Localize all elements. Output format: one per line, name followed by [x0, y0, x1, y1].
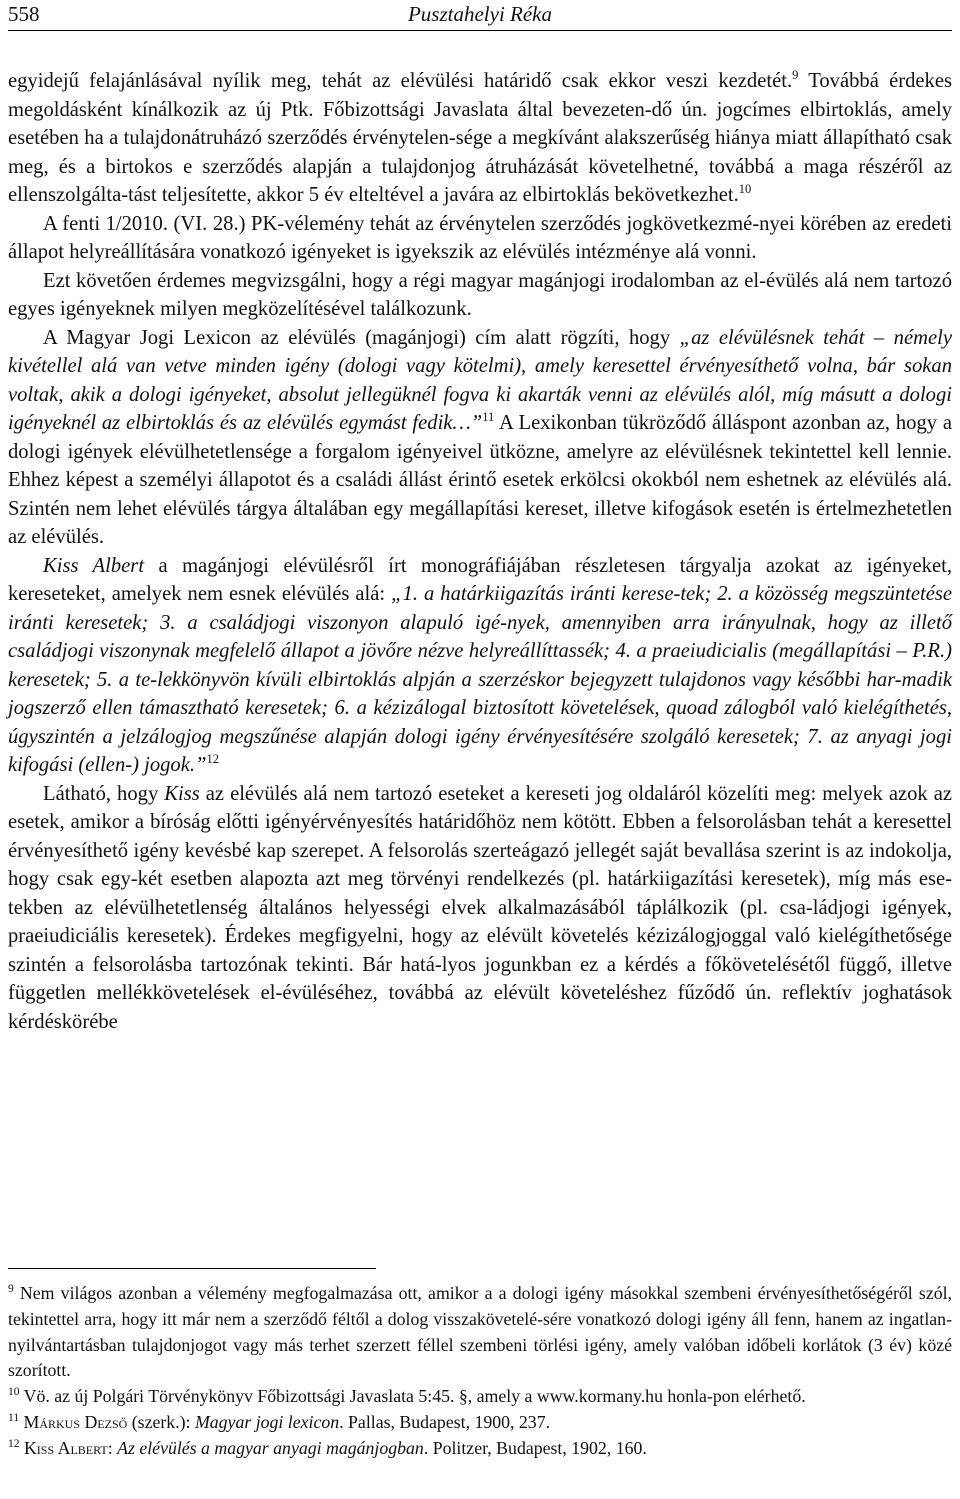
page-header — [8, 0, 952, 31]
footnote-separator — [8, 1268, 376, 1269]
paragraph-5: Kiss Albert a magánjogi elévülésről írt monográfiájában részletesen tárgyalja azokat az igényeket, kereseteket, amelyek nem esnek elévülés alá: „1. a határkiigazítás iránti kerese-tek; 2. a közösség megszüntetése iránti keresetek; 3. a családjogi viszonyon alapuló igé-nyek, amennyiben arra irányulnak, hogy az illető családjogi viszonynak megfelelő állapot a jövőre nézve helyreállíttassék; 4. a praeiudicialis (megállapítási – P.R.) keresetek; 5. a te-lekkönyvön kívüli elbirtoklás alpján a szerzéskor bejegyzett tulajdonos vagy későbbi har-madik jogszerző ellen támasztható keresetek; 6. a kézizálogal biztosított követelések, quoad zálogból való kielégíthetés, úgyszintén a jelzálogjog megszűnése alapján dologi igény érvényesítésére szolgáló keresetek; 7. az anyagi jogi kifogási (ellen-) jogok.”$^{12}$ — [8, 554, 952, 776]
footnote-ref-12[interactable]: 12 — [206, 752, 219, 767]
footnote-9: $^9$ Nem világos azonban a vélemény megfogalmazása ott, amikor a a dologi igény másokkal szembeni érvényesíthetőségéről szól, tekintettel arra, hogy itt már nem a szerződő féltől a dolog visszakövetelé-sére vonatkozó dologi igény áll fenn, hanem az ingatlan-nyilvántartásban tulajdonjogot vagy más terhet szerzett féllel szembeni törlési igény, amely valóban időbeli korlátok (3 év) közé szorított. — [8, 1283, 952, 1381]
footnote-11: $^{11}$ Márkus Dezső (szerk.): Magyar jogi lexicon. Pallas, Budapest, 1900, 237. — [8, 1411, 551, 1432]
page-number: 558 — [8, 2, 40, 26]
footnote-ref-9[interactable]: 9 — [792, 68, 799, 83]
paragraph-6: Látható, hogy Kiss az elévülés alá nem tartozó eseteket a kereseti jog oldaláról közelíti meg: melyek azok az esetek, amikor a bíróság előtti igényérvényesítés határidőhöz nem kötött. Ebben a felsorolásban tehát a keresettel érvényesíthető igény kevésbé kap szerepet. A felsorolás szerteágazó jellegét saját bevallása szerint is az indokolja, hogy csak egy-két esetben alapozta azt meg törvényi rendelkezés (pl. határkiigazítási keresetek), míg más ese-tekben az elévülhetetlenség általános helyességi elvek alkalmazásából táplálkozik (pl. csa-ládjogi igények, praeiudiciális keresetek). Érdekes megfigyelni, hogy az elévült követelés kézizálogjoggal való kielégíthetősége szintén a felsorolásba tartozónak tekinti. Bár hatá-lyos jogunkban ez a kérdés a főkövetelésétől függő, illetve független mellékkövetelések el-évüléséhez, továbbá az elévült követeléshez fűződő ún. reflektív joghatások kérdéskörébe — [8, 782, 953, 1033]
footnote-ref-11[interactable]: 11 — [482, 410, 495, 425]
lexicon-quote: „az elévülésnek tehát – némely kivétellel alá van vetve minden igény (dologi vagy kötelmi), amely keresettel érvényesíthető volna, bár sokan voltak, akik a dologi igényeket, absolut jellegüknél fogva ki akarták venni az elévülés alól, míg másutt a dologi igényeknél az elbirtoklás és az elévülés egymást fedik…” — [8, 326, 952, 434]
footnotes — [8, 1281, 952, 1462]
paragraph-3: Ezt követően érdemes megvizsgálni, hogy a régi magyar magánjogi irodalomban az el-évülés alá nem tartozó egyes igényeknek milyen megközelítésével találkozunk. — [8, 269, 952, 320]
author-name: Kiss Albert — [43, 554, 145, 577]
body-text — [8, 67, 952, 1036]
author-name: Kiss — [164, 782, 200, 805]
paragraph-1: egyidejű felajánlásával nyílik meg, tehát az elévülési határidő csak ekkor veszi kezdetét.$^9$ Továbbá érdekes megoldásként kínálkozik az új Ptk. Főbizottsági Javaslata által bevezeten-dő ún. jogcímes elbirtoklás, amely esetében ha a tulajdonátruházó szerződés érvénytelen-sége a megkívánt alakszerűség hiánya miatt állapítható csak meg, és a birtokos e szerződés alapján a tulajdonjog átruházását követelhetné, továbbá a maga részéről az ellenszolgálta-tást teljesítette, akkor 5 év elteltével a javára az elbirtoklás bekövetkezhet.$^{10}$ — [8, 68, 952, 206]
paragraph-4: A Magyar Jogi Lexicon az elévülés (magánjogi) cím alatt rögzíti, hogy „az elévülésnek tehát – némely kivétellel alá van vetve minden igény (dologi vagy kötelmi), amely keresettel érvényesíthető volna, bár sokan voltak, akik a dologi igényeket, absolut jellegüknél fogva ki akarták venni az elévülés alól, míg másutt a dologi igényeknél az elbirtoklás és az elévülés egymást fedik…”$^{11}$ A Lexikonban tükröződő álláspont azonban az, hogy a dologi igények elévülhetetlensége a forgalom igényeivel ütközne, amelyre az elévülésnek tekintettel kell lennie. Ehhez képest a személyi állapotot és a családi állást érintő esetek erkölcsi okokból nem eshetnek az elévülés alá. Szintén nem lehet elévülés tárgya általában egy megállapítási kereset, illetve kifogások esetén is értelmezhetetlen az elévülés. — [8, 326, 952, 548]
running-title: Pusztahelyi Réka — [407, 2, 553, 26]
paragraph-2: A fenti 1/2010. (VI. 28.) PK-vélemény tehát az érvénytelen szerződés jogkövetkezmé-nyei körében az eredeti állapot helyreállítására vonatkozó igényeket is igyekszik az elévülés intézménye alá vonni. — [8, 212, 952, 263]
kiss-quote: „1. a határkiigazítás iránti kerese-tek; 2. a közösség megszüntetése iránti keresetek; 3. a családjogi viszonyon alapuló igé-nyek, amennyiben arra irányulnak, hogy az illető családjogi viszonynak megfelelő állapot a jövőre nézve helyreállíttassék; 4. a praeiudicialis (megállapítási – P.R.) keresetek; 5. a te-lekkönyvön kívüli elbirtoklás alpján a szerzéskor bejegyzett tulajdonos vagy későbbi har-madik jogszerző ellen támasztható keresetek; 6. a kézizálogal biztosított követelések, quoad zálogból való kielégíthetés, úgyszintén a jelzálogjog megszűnése alapján dologi igény érvényesítésére szolgáló keresetek; 7. az anyagi jogi kifogási (ellen-) jogok.” — [8, 583, 952, 776]
footnote-10: $^{10}$ Vö. az új Polgári Törvénykönyv Főbizottsági Javaslata 5:45. §, amely a www.kormany.hu honla-pon elérhető. — [8, 1386, 806, 1407]
footnote-ref-10[interactable]: 10 — [738, 182, 752, 197]
footnote-12: $^{12}$ Kiss Albert: Az elévülés a magyar anyagi magánjogban. Politzer, Budapest, 1902, 160. — [8, 1437, 647, 1458]
